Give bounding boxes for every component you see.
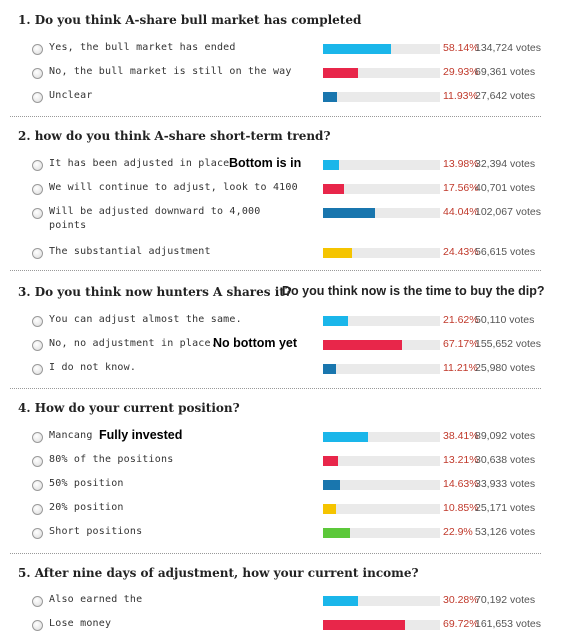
radio-button[interactable] xyxy=(32,68,43,79)
result-bar-fill xyxy=(323,528,350,538)
question-separator xyxy=(10,270,541,271)
result-votes: 53,126 votes xyxy=(475,526,536,538)
radio-button[interactable] xyxy=(32,504,43,515)
result-percentage: 22.9% xyxy=(443,526,473,538)
poll-option[interactable] xyxy=(0,157,561,177)
radio-button[interactable] xyxy=(32,184,43,195)
translation-annotation: No bottom yet xyxy=(213,336,298,350)
result-votes: 27,642 votes xyxy=(475,90,536,102)
question-title xyxy=(18,129,330,143)
result-percentage: 67.17% xyxy=(443,338,479,350)
option-label: Yes, the bull market has ended xyxy=(49,42,236,53)
question-separator xyxy=(10,388,541,389)
result-votes: 25,980 votes xyxy=(475,362,536,374)
result-bar-track xyxy=(323,364,440,374)
poll-option[interactable] xyxy=(0,89,561,109)
result-votes: 89,092 votes xyxy=(475,430,536,442)
radio-button[interactable] xyxy=(32,248,43,259)
result-bar-fill xyxy=(323,208,375,218)
question-title xyxy=(18,285,292,299)
radio-button[interactable] xyxy=(32,340,43,351)
poll-option[interactable] xyxy=(0,337,561,357)
poll-option[interactable] xyxy=(0,477,561,497)
option-label: 20% position xyxy=(49,502,124,513)
result-votes: 69,361 votes xyxy=(475,66,536,78)
poll-option[interactable] xyxy=(0,617,561,637)
question-title xyxy=(18,566,419,580)
option-label: Mancang xyxy=(49,430,93,441)
result-votes: 102,067 votes xyxy=(475,206,541,218)
result-percentage: 58.14% xyxy=(443,42,479,54)
result-votes: 50,110 votes xyxy=(475,314,535,326)
question-separator xyxy=(10,116,541,117)
result-bar-track xyxy=(323,248,440,258)
result-bar-fill xyxy=(323,68,358,78)
result-bar-track xyxy=(323,316,440,326)
result-percentage: 44.04% xyxy=(443,206,479,218)
result-bar-fill xyxy=(323,316,348,326)
poll-option[interactable] xyxy=(0,41,561,61)
radio-button[interactable] xyxy=(32,432,43,443)
option-label: No, no adjustment in place. xyxy=(49,338,217,349)
poll-option[interactable] xyxy=(0,429,561,449)
result-votes: 56,615 votes xyxy=(475,246,536,258)
result-percentage: 13.98% xyxy=(443,158,479,170)
result-bar-track xyxy=(323,92,440,102)
result-bar-fill xyxy=(323,456,338,466)
result-votes: 70,192 votes xyxy=(475,594,536,606)
result-bar-track xyxy=(323,340,440,350)
translation-annotation: Bottom is in xyxy=(229,156,302,170)
question-title-text: 2. how do you think A-share short-term trend? xyxy=(18,129,331,143)
poll-option[interactable] xyxy=(0,453,561,473)
poll-option[interactable] xyxy=(0,205,561,239)
result-bar-track xyxy=(323,596,440,606)
result-bar-track xyxy=(323,208,440,218)
radio-button[interactable] xyxy=(32,480,43,491)
result-bar-fill xyxy=(323,92,337,102)
radio-button[interactable] xyxy=(32,208,43,219)
option-label: Also earned the xyxy=(49,594,143,605)
question-title xyxy=(18,13,361,27)
result-percentage: 69.72% xyxy=(443,618,479,630)
result-bar-track xyxy=(323,44,440,54)
result-bar-track xyxy=(323,160,440,170)
result-bar-fill xyxy=(323,504,336,514)
result-percentage: 38.41% xyxy=(443,430,479,442)
poll-option[interactable] xyxy=(0,593,561,613)
result-percentage: 17.56% xyxy=(443,182,479,194)
result-votes: 25,171 votes xyxy=(475,502,536,514)
radio-button[interactable] xyxy=(32,364,43,375)
poll-option[interactable] xyxy=(0,65,561,85)
radio-button[interactable] xyxy=(32,620,43,631)
question-separator xyxy=(10,553,541,554)
result-bar-track xyxy=(323,528,440,538)
result-bar-fill xyxy=(323,364,336,374)
result-bar-fill xyxy=(323,620,405,630)
poll-option[interactable] xyxy=(0,361,561,381)
question-title-text: 3. Do you think now hunters A shares it? xyxy=(18,285,292,299)
result-bar-fill xyxy=(323,340,402,350)
result-bar-track xyxy=(323,68,440,78)
question-title-text: 1. Do you think A-share bull market has completed xyxy=(18,13,362,27)
poll-option[interactable] xyxy=(0,525,561,545)
radio-button[interactable] xyxy=(32,596,43,607)
radio-button[interactable] xyxy=(32,92,43,103)
result-percentage: 21.62% xyxy=(443,314,479,326)
option-label: 50% position xyxy=(49,478,124,489)
poll-option[interactable] xyxy=(0,181,561,201)
option-label: Will be adjusted downward to 4,000 xyxy=(49,206,261,217)
result-bar-fill xyxy=(323,480,340,490)
result-bar-track xyxy=(323,432,440,442)
result-percentage: 14.63% xyxy=(443,478,479,490)
option-label: 80% of the positions xyxy=(49,454,174,465)
option-label: You can adjust almost the same. xyxy=(49,314,242,325)
poll-option[interactable] xyxy=(0,501,561,521)
option-label: Lose money xyxy=(49,618,112,629)
result-bar-track xyxy=(323,620,440,630)
radio-button[interactable] xyxy=(32,44,43,55)
option-label: We will continue to adjust, look to 4100 xyxy=(49,182,298,193)
result-bar-fill xyxy=(323,44,391,54)
result-votes: 40,701 votes xyxy=(475,182,536,194)
poll-option[interactable] xyxy=(0,245,561,265)
result-bar-track xyxy=(323,456,440,466)
poll-option[interactable] xyxy=(0,313,561,333)
result-bar-fill xyxy=(323,596,358,606)
translation-annotation: Fully invested xyxy=(99,428,183,442)
result-votes: 161,653 votes xyxy=(475,618,541,630)
option-label: No, the bull market is still on the way xyxy=(49,66,292,77)
radio-button[interactable] xyxy=(32,528,43,539)
result-bar-fill xyxy=(323,160,339,170)
result-bar-track xyxy=(323,504,440,514)
radio-button[interactable] xyxy=(32,160,43,171)
option-label: It has been adjusted in place xyxy=(49,158,230,169)
result-bar-fill xyxy=(323,432,368,442)
radio-button[interactable] xyxy=(32,456,43,467)
result-votes: 33,933 votes xyxy=(475,478,536,490)
result-bar-fill xyxy=(323,248,352,258)
question-title-text: 5. After nine days of adjustment, how your current income? xyxy=(18,566,419,580)
result-votes: 30,638 votes xyxy=(475,454,536,466)
option-label: I do not know. xyxy=(49,362,137,373)
option-label-continued: points xyxy=(49,220,87,231)
question-translation-note: Do you think now is the time to buy the dip? xyxy=(282,284,545,298)
result-percentage: 30.28% xyxy=(443,594,479,606)
option-label: Short positions xyxy=(49,526,143,537)
result-percentage: 10.85% xyxy=(443,502,479,514)
result-bar-fill xyxy=(323,184,344,194)
result-votes: 155,652 votes xyxy=(475,338,541,350)
result-percentage: 29.93% xyxy=(443,66,479,78)
result-percentage: 13.21% xyxy=(443,454,479,466)
option-label: Unclear xyxy=(49,90,93,101)
radio-button[interactable] xyxy=(32,316,43,327)
result-bar-track xyxy=(323,184,440,194)
result-percentage: 11.93% xyxy=(443,90,478,102)
result-percentage: 11.21% xyxy=(443,362,478,374)
option-label: The substantial adjustment xyxy=(49,246,211,257)
result-percentage: 24.43% xyxy=(443,246,479,258)
result-votes: 32,394 votes xyxy=(475,158,536,170)
result-bar-track xyxy=(323,480,440,490)
result-votes: 134,724 votes xyxy=(475,42,541,54)
question-title-text: 4. How do your current position? xyxy=(18,401,240,415)
question-title xyxy=(18,401,240,415)
